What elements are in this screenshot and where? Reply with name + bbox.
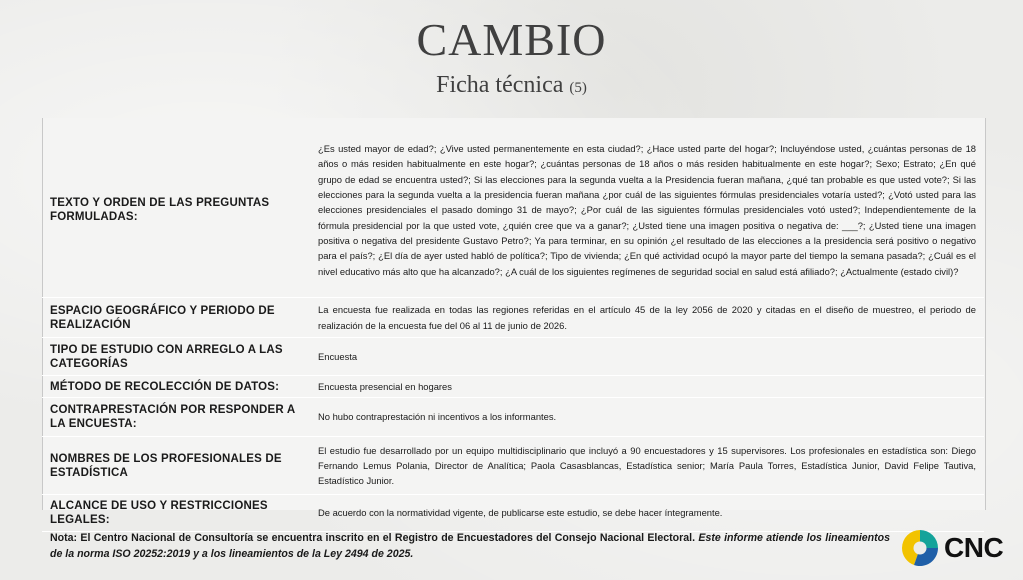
- row-label: TIPO DE ESTUDIO CON ARREGLO A LAS CATEGORÍAS: [42, 338, 304, 376]
- row-label: ALCANCE DE USO Y RESTRICCIONES LEGALES:: [42, 495, 304, 532]
- row-value: De acuerdo con la normatividad vigente, de publicarse este estudio, se debe hacer íntegramente.: [304, 495, 984, 532]
- row-value: Encuesta presencial en hogares: [304, 376, 984, 398]
- cnc-logo: [900, 528, 1018, 568]
- row-label: TEXTO Y ORDEN DE LAS PREGUNTAS FORMULADAS:: [42, 123, 304, 298]
- technical-sheet-table: [42, 123, 984, 532]
- subtitle-text: Ficha técnica: [436, 72, 564, 98]
- row-value: Encuesta: [304, 338, 984, 376]
- footnote-prefix: Nota:: [50, 532, 78, 544]
- footnote-italic-text: Este informe atiende los lineamientos de la norma ISO 20252:2019 y a los lineamientos de la Ley 2494 de 2025.: [50, 532, 891, 560]
- table-row: [42, 123, 984, 298]
- table-row: [42, 495, 984, 532]
- cnc-logo-mark-icon: [900, 528, 940, 568]
- footnote: [50, 530, 890, 562]
- row-label: MÉTODO DE RECOLECCIÓN DE DATOS:: [42, 376, 304, 398]
- page-title: CAMBIO: [416, 14, 607, 65]
- row-label: CONTRAPRESTACIÓN POR RESPONDER A LA ENCUESTA:: [42, 398, 304, 437]
- row-value: ¿Es usted mayor de edad?; ¿Vive usted permanentemente en esta ciudad?; ¿Hace usted parte del hogar?; Incluyéndose usted, ¿cuántas personas de 18 años o más residen habitualmente en este hogar?; ¿cuántas personas de 18 años o más residen habitualmente en este hogar?; Sexo; Estrato; ¿En qué grupo de edad se encuentra usted?; Si las elecciones para la segunda vuelta a la Presidencia fueran mañana, ¿qué tan probable es que usted vote?; Si las elecciones para la segunda vuelta a la presidencia fueran mañana ¿por cuál de las siguientes fórmulas presidenciales votaría usted?; ¿Votó usted para las elecciones presidenciales el pasado domingo 31 de mayo?; ¿Por cuál de las siguientes fórmulas presidenciales votó usted?; Independientemente de la fórmula presidencial por la que usted vote, ¿quién cree que va a ganar?; ¿Usted tiene una imagen positiva o negativa de: ___?; ¿Usted tiene una imagen positiva o negativa del presidente Gustavo Petro?; Ya para terminar, en su opinión ¿el resultado de las elecciones a la presidencia será positivo o negativo para el país?; ¿El día de ayer usted habló de política?; Tipo de vivienda; ¿En qué actividad ocupó la mayor parte del tiempo la semana pasada?; ¿Cuál es el nivel educativo más alto que ha alcanzado?; ¿A cuál de los siguientes regímenes de seguridad social en salud está afiliado?; ¿Actualmente (estado civil)?: [304, 123, 984, 298]
- table-row: [42, 437, 984, 495]
- row-value: La encuesta fue realizada en todas las regiones referidas en el artículo 45 de la ley 2056 de 2020 y citadas en el diseño de muestreo, el periodo de realización de la encuesta fue del 06 al 11 de junio de 2026.: [304, 298, 984, 338]
- subtitle-number: (5): [569, 80, 587, 96]
- table-row: [42, 398, 984, 437]
- cnc-logo-text: CNC: [944, 532, 1004, 563]
- table-row: [42, 298, 984, 338]
- table-row: [42, 376, 984, 398]
- page-subtitle: [0, 70, 1023, 103]
- row-label: NOMBRES DE LOS PROFESIONALES DE ESTADÍSTICA: [42, 437, 304, 495]
- row-value: El estudio fue desarrollado por un equipo multidisciplinario que incluyó a 90 encuestadores y 15 supervisores. Los profesionales en estadística son: Diego Fernando Lemus Polania, Director de Analítica; Paola Casasblancas, Estadística senior; María Paula Torres, Estadística Junior, David Felipe Tautiva, Estadístico Junior.: [304, 437, 984, 495]
- row-value: No hubo contraprestación ni incentivos a los informantes.: [304, 398, 984, 437]
- row-label: ESPACIO GEOGRÁFICO Y PERIODO DE REALIZACIÓN: [42, 298, 304, 338]
- footnote-bold-text: El Centro Nacional de Consultoría se encuentra inscrito en el Registro de Encuestadores del Consejo Nacional Electoral.: [77, 532, 696, 544]
- table-row: [42, 338, 984, 376]
